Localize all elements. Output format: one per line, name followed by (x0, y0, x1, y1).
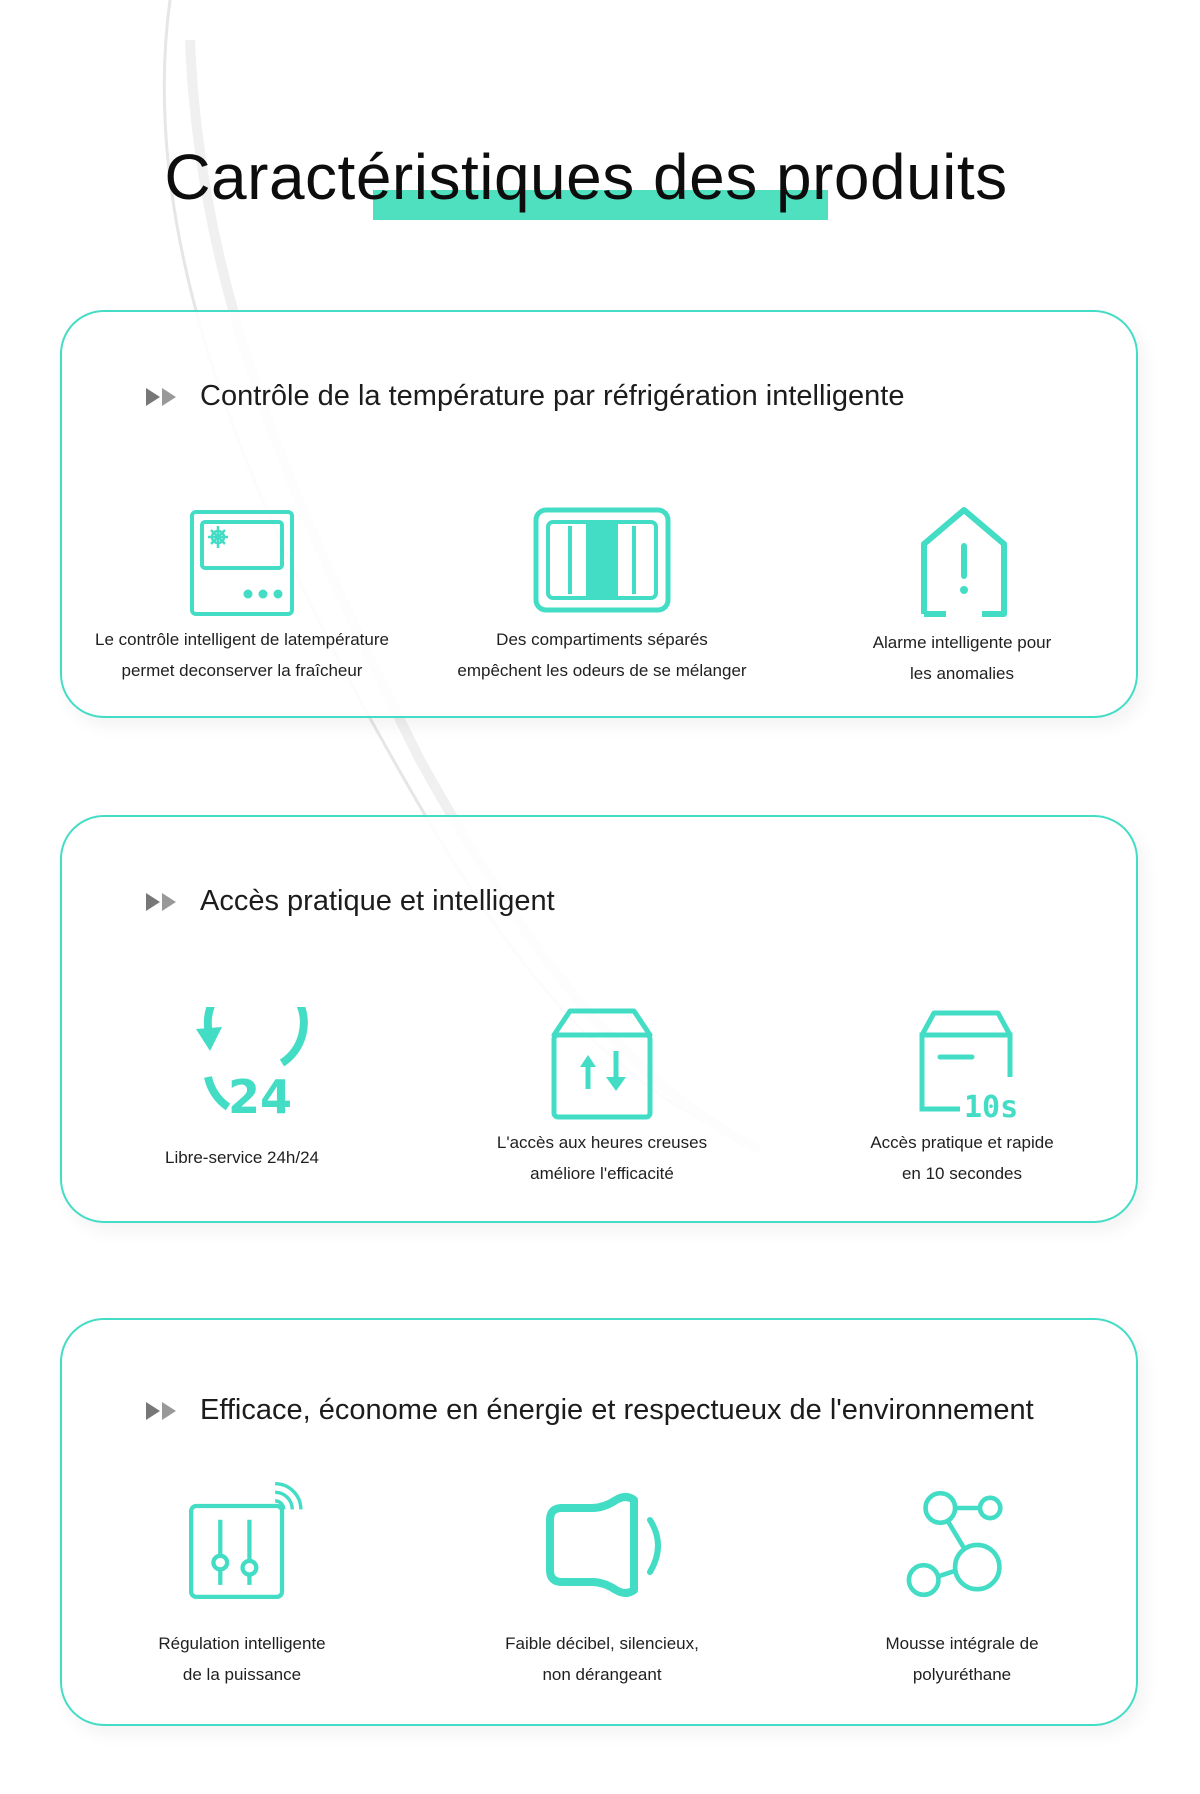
feature-label: Libre-service 24h/24 (164, 1148, 320, 1167)
feature-item (782, 312, 1142, 720)
page-title: Caractéristiques des produits (164, 141, 1008, 213)
box-up-down-icon (532, 1005, 672, 1125)
control-panel-snowflake-icon (170, 504, 310, 624)
box-10s-icon (898, 1005, 1038, 1125)
24h-text: 24 (228, 1070, 293, 1124)
feature-label: Alarme intelligente pour les anomalies (872, 633, 1052, 683)
feature-label: Faible décibel, silencieux, non dérangeant (505, 1634, 699, 1684)
feature-item (422, 817, 782, 1225)
feature-card-temperature (60, 310, 1138, 718)
feature-label: Accès pratique et rapide en 10 secondes (870, 1133, 1054, 1183)
feature-item (62, 312, 422, 720)
card-heading-text: Contrôle de la température par réfrigération intelligente (200, 380, 905, 412)
feature-item (782, 817, 1142, 1225)
card-heading-text: Accès pratique et intelligent (200, 885, 555, 917)
feature-item (62, 1320, 422, 1728)
feature-label: Le contrôle intelligent de latempérature permet deconserver la fraîcheur (95, 630, 389, 680)
feature-card-efficiency (60, 1318, 1138, 1726)
feature-item (422, 312, 782, 720)
feature-item (422, 1320, 782, 1728)
feature-label: Mousse intégrale de polyuréthane (885, 1634, 1039, 1684)
feature-item (782, 1320, 1142, 1728)
feature-label: Régulation intelligente de la puissance (158, 1634, 326, 1684)
house-alarm-icon (894, 504, 1034, 624)
feature-card-access (60, 815, 1138, 1223)
low-decibel-speaker-icon (532, 1490, 672, 1610)
feature-label: L'accès aux heures creuses améliore l'efficacité (496, 1133, 708, 1183)
feature-label: Des compartiments séparés empêchent les odeurs de se mélanger (457, 630, 747, 680)
compartments-icon (532, 504, 672, 624)
24h-clock-icon (170, 1007, 310, 1127)
page-header (0, 140, 1200, 240)
card-heading-text: Efficace, économe en énergie et respectueux de l'environnement (200, 1394, 1034, 1426)
molecule-icon (898, 1484, 1038, 1604)
feature-item (62, 817, 422, 1225)
10s-text: 10s (964, 1090, 1019, 1125)
power-regulation-icon (176, 1482, 316, 1602)
